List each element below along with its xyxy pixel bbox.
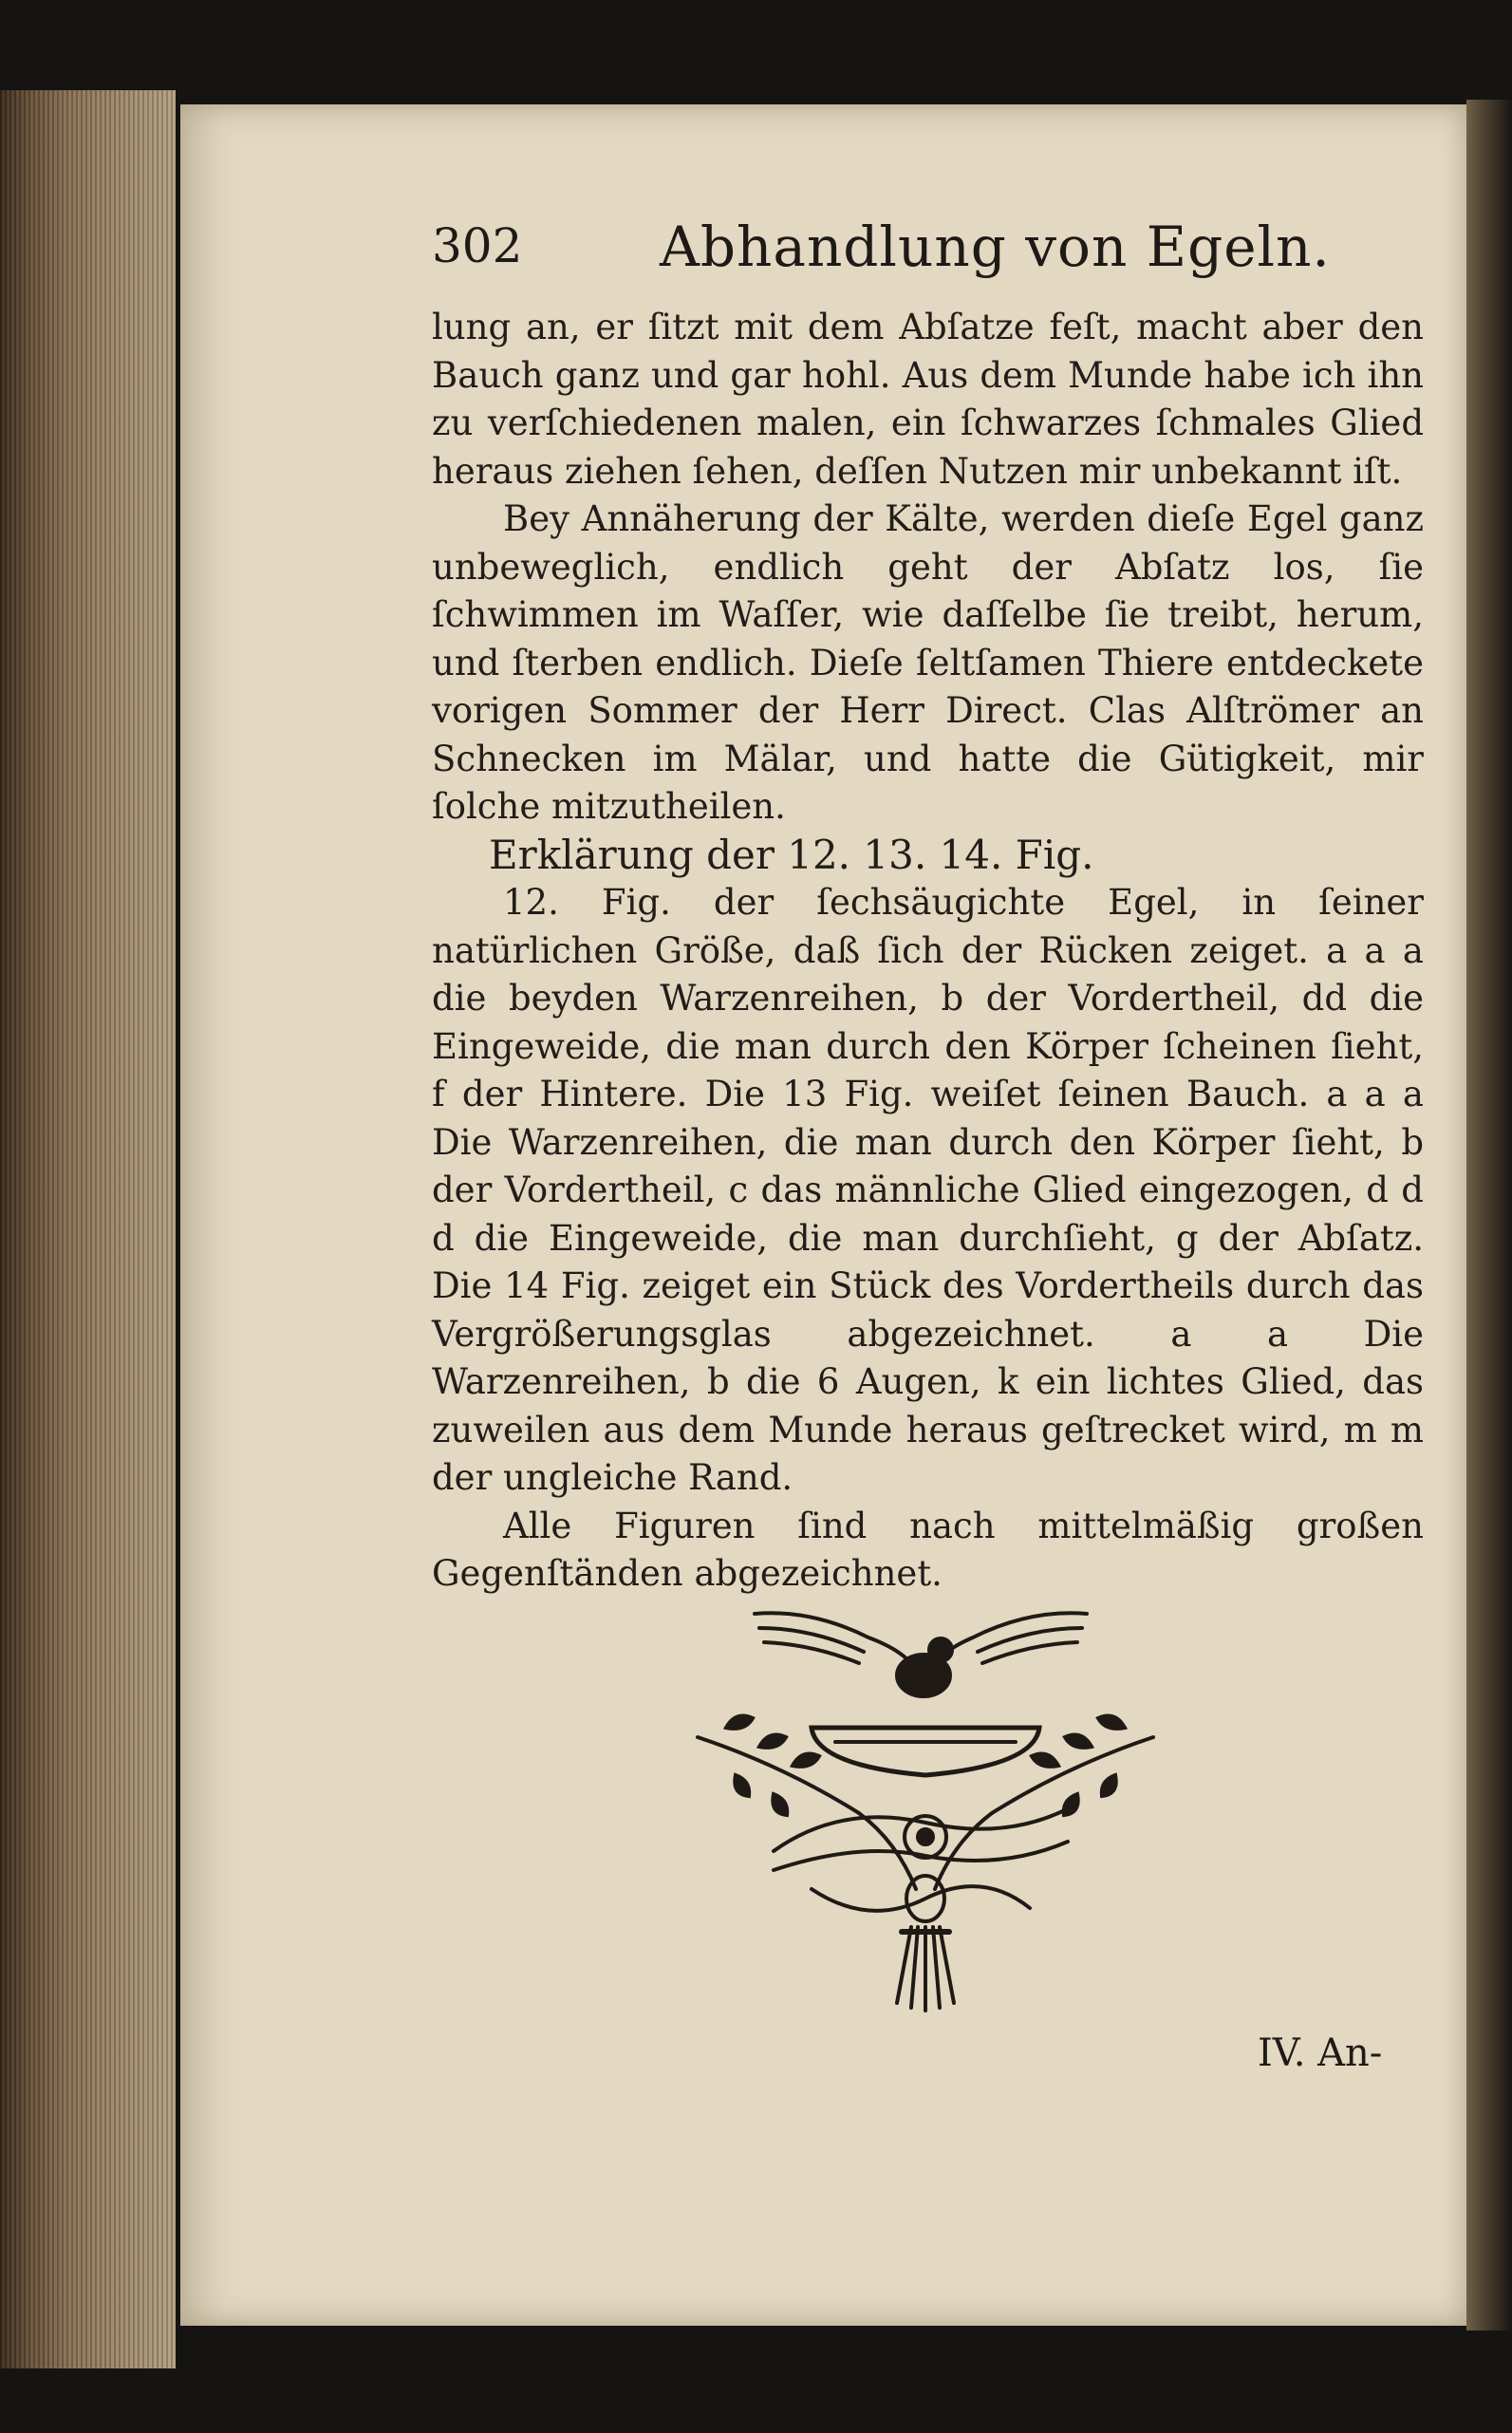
body-text [432, 304, 1424, 1599]
figure-explanation: 12. Fig. der ſechsäugichte Egel, in ſeiner natürlichen Größe, daß ſich der Rücken zeiget. a a a die beyden Warzenreihen, b der Vordertheil, dd die Eingeweide, die man durch den Körper ſcheinen ſieht, f der Hintere. Die 13 Fig. weiſet ſeinen Bauch. a a a Die Warzenreihen, die man durch den Körper ſieht, b der Vordertheil, c das männliche Glied eingezogen, d d d die Eingeweide, die man durchſieht, g der Abſatz. Die 14 Fig. zeiget ein Stück des Vordertheils durch das Vergrößerungsglas abgezeichnet. a a Die Warzenreihen, b die 6 Augen, k ein lichtes Glied, das zuweilen aus dem Munde heraus geſtrecket wird, m m der ungleiche Rand. [432, 882, 1424, 1498]
page-header [432, 215, 1428, 294]
page-right-edge [1466, 100, 1512, 2330]
closing-paragraph: Alle Figuren ſind nach mittelmäßig großen Gegenſtänden abgezeichnet. [432, 1505, 1424, 1594]
catchword: IV. An- [1258, 2031, 1383, 2075]
page-number: 302 [432, 218, 523, 273]
paragraph-1: lung an, er ſitzt mit dem Abſatze feſt, macht aber den Bauch ganz und gar hohl. Aus dem Munde habe ich ihn zu verſchiedenen malen, ein ſchwarzes ſchmales Glied heraus ziehen ſehen, deſſen Nutzen mir unbekannt iſt. [432, 307, 1424, 492]
paragraph-2: Bey Annäherung der Kälte, werden dieſe Egel ganz unbeweglich, endlich geht der Abſatz los, ſie ſchwimmen im Waſſer, wie daſſelbe ſie treibt, herum, und ſterben endlich. Dieſe ſeltſamen Thiere entdeckete vorigen Sommer der Herr Direct. Clas Alſtrömer an Schnecken im Mälar, und hatte die Gütigkeit, mir ſolche mitzutheilen. [432, 498, 1424, 827]
section-heading: Erklärung der 12. 13. 14. Fig. [489, 831, 1094, 878]
eagle-ornament-vignette [669, 1585, 1182, 2031]
page-edges [0, 90, 176, 2368]
running-title: Abhandlung von Egeln. [660, 215, 1331, 279]
